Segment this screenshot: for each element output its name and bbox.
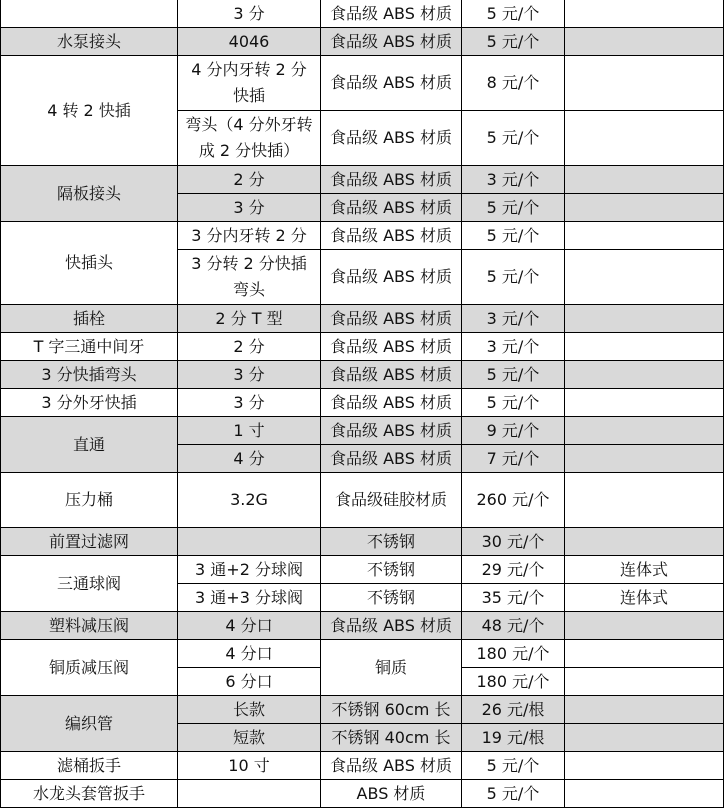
note-cell: [565, 28, 724, 56]
name-cell: 3 分外牙快插: [1, 389, 178, 417]
table-row: [1, 528, 724, 556]
spec-cell: 4046: [178, 28, 321, 56]
material-cell: 不锈钢: [321, 584, 462, 612]
material-cell: 不锈钢: [321, 556, 462, 584]
spec-cell: 3 通+2 分球阀: [178, 556, 321, 584]
note-cell: [565, 640, 724, 668]
table-row: [1, 612, 724, 640]
material-cell: 食品级 ABS 材质: [321, 417, 462, 445]
spec-cell: 3 分: [178, 361, 321, 389]
note-cell: [565, 0, 724, 28]
table-row: [1, 28, 724, 56]
table-row: [1, 56, 724, 111]
table-row: [1, 752, 724, 780]
spec-cell: 3 分内牙转 2 分: [178, 222, 321, 250]
note-cell: [565, 250, 724, 305]
material-cell: ABS 材质: [321, 780, 462, 808]
price-cell: 5 元/个: [462, 752, 565, 780]
spec-cell: 3 分转 2 分快插弯头: [178, 250, 321, 305]
price-cell: 5 元/个: [462, 250, 565, 305]
note-cell: [565, 194, 724, 222]
price-cell: 30 元/个: [462, 528, 565, 556]
note-cell: [565, 473, 724, 528]
spec-cell: 3 分: [178, 389, 321, 417]
price-cell: 180 元/个: [462, 640, 565, 668]
price-cell: 3 元/个: [462, 166, 565, 194]
spec-cell: 短款: [178, 724, 321, 752]
table-row: [1, 473, 724, 528]
material-cell: 食品级 ABS 材质: [321, 752, 462, 780]
note-cell: [565, 752, 724, 780]
spec-cell: 2 分: [178, 166, 321, 194]
price-cell: 5 元/个: [462, 0, 565, 28]
spec-cell: 3 分: [178, 0, 321, 28]
material-cell: 食品级 ABS 材质: [321, 305, 462, 333]
name-cell: 水龙头套管扳手: [1, 780, 178, 808]
name-cell: 4 转 2 快插: [1, 56, 178, 166]
price-cell: 26 元/根: [462, 696, 565, 724]
note-cell: [565, 56, 724, 111]
material-cell: 食品级 ABS 材质: [321, 612, 462, 640]
spec-cell: 1 寸: [178, 417, 321, 445]
material-cell: 食品级 ABS 材质: [321, 56, 462, 111]
note-cell: [565, 528, 724, 556]
price-cell: 5 元/个: [462, 389, 565, 417]
spec-cell: 弯头（4 分外牙转成 2 分快插）: [178, 111, 321, 166]
name-cell: 滤桶扳手: [1, 752, 178, 780]
price-cell: 5 元/个: [462, 111, 565, 166]
spec-cell: 3.2G: [178, 473, 321, 528]
material-cell: 食品级 ABS 材质: [321, 250, 462, 305]
note-cell: [565, 361, 724, 389]
price-cell: 5 元/个: [462, 194, 565, 222]
table-row: [1, 333, 724, 361]
material-cell: 食品级硅胶材质: [321, 473, 462, 528]
note-cell: [565, 333, 724, 361]
note-cell: 连体式: [565, 556, 724, 584]
note-cell: [565, 445, 724, 473]
price-cell: 180 元/个: [462, 668, 565, 696]
price-cell: 8 元/个: [462, 56, 565, 111]
name-cell: 塑料减压阀: [1, 612, 178, 640]
spec-cell: [178, 528, 321, 556]
material-cell: 食品级 ABS 材质: [321, 445, 462, 473]
name-cell: 3 分快插弯头: [1, 361, 178, 389]
note-cell: 连体式: [565, 584, 724, 612]
material-cell: 不锈钢 40cm 长: [321, 724, 462, 752]
name-cell: [1, 0, 178, 28]
note-cell: [565, 305, 724, 333]
material-cell: 食品级 ABS 材质: [321, 333, 462, 361]
table-row: [1, 222, 724, 250]
table-row: [1, 361, 724, 389]
name-cell: 直通: [1, 417, 178, 473]
name-cell: 铜质减压阀: [1, 640, 178, 696]
material-cell: 食品级 ABS 材质: [321, 389, 462, 417]
name-cell: 隔板接头: [1, 166, 178, 222]
spec-cell: 3 分: [178, 194, 321, 222]
material-cell: 食品级 ABS 材质: [321, 194, 462, 222]
material-cell: 不锈钢 60cm 长: [321, 696, 462, 724]
material-cell: 食品级 ABS 材质: [321, 111, 462, 166]
note-cell: [565, 724, 724, 752]
note-cell: [565, 780, 724, 808]
name-cell: 快插头: [1, 222, 178, 305]
price-cell: 9 元/个: [462, 417, 565, 445]
price-cell: 3 元/个: [462, 333, 565, 361]
price-cell: 3 元/个: [462, 305, 565, 333]
note-cell: [565, 389, 724, 417]
material-cell: 食品级 ABS 材质: [321, 0, 462, 28]
note-cell: [565, 696, 724, 724]
price-cell: 48 元/个: [462, 612, 565, 640]
price-cell: 29 元/个: [462, 556, 565, 584]
material-cell: 食品级 ABS 材质: [321, 361, 462, 389]
spec-cell: 4 分口: [178, 640, 321, 668]
spec-cell: 3 通+3 分球阀: [178, 584, 321, 612]
spec-cell: 6 分口: [178, 668, 321, 696]
table-row: [1, 417, 724, 445]
name-cell: 压力桶: [1, 473, 178, 528]
note-cell: [565, 222, 724, 250]
name-cell: T 字三通中间牙: [1, 333, 178, 361]
note-cell: [565, 612, 724, 640]
spec-cell: [178, 780, 321, 808]
price-cell: 260 元/个: [462, 473, 565, 528]
spec-cell: 2 分 T 型: [178, 305, 321, 333]
spec-cell: 4 分: [178, 445, 321, 473]
material-cell: 不锈钢: [321, 528, 462, 556]
material-cell: 铜质: [321, 640, 462, 696]
price-cell: 5 元/个: [462, 361, 565, 389]
price-cell: 35 元/个: [462, 584, 565, 612]
note-cell: [565, 668, 724, 696]
spec-cell: 2 分: [178, 333, 321, 361]
table-row: [1, 696, 724, 724]
table-row: [1, 556, 724, 584]
table-row: [1, 166, 724, 194]
spec-cell: 长款: [178, 696, 321, 724]
name-cell: 前置过滤网: [1, 528, 178, 556]
note-cell: [565, 166, 724, 194]
material-cell: 食品级 ABS 材质: [321, 166, 462, 194]
name-cell: 三通球阀: [1, 556, 178, 612]
spec-cell: 10 寸: [178, 752, 321, 780]
note-cell: [565, 111, 724, 166]
material-cell: 食品级 ABS 材质: [321, 222, 462, 250]
name-cell: 编织管: [1, 696, 178, 752]
table-row: [1, 305, 724, 333]
name-cell: 插栓: [1, 305, 178, 333]
spec-cell: 4 分口: [178, 612, 321, 640]
spec-cell: 4 分内牙转 2 分快插: [178, 56, 321, 111]
table-row: [1, 780, 724, 808]
table-row: [1, 640, 724, 668]
table-row: [1, 0, 724, 28]
price-cell: 7 元/个: [462, 445, 565, 473]
price-cell: 5 元/个: [462, 780, 565, 808]
price-cell: 19 元/根: [462, 724, 565, 752]
name-cell: 水泵接头: [1, 28, 178, 56]
price-cell: 5 元/个: [462, 222, 565, 250]
price-cell: 5 元/个: [462, 28, 565, 56]
table-row: [1, 389, 724, 417]
material-cell: 食品级 ABS 材质: [321, 28, 462, 56]
note-cell: [565, 417, 724, 445]
